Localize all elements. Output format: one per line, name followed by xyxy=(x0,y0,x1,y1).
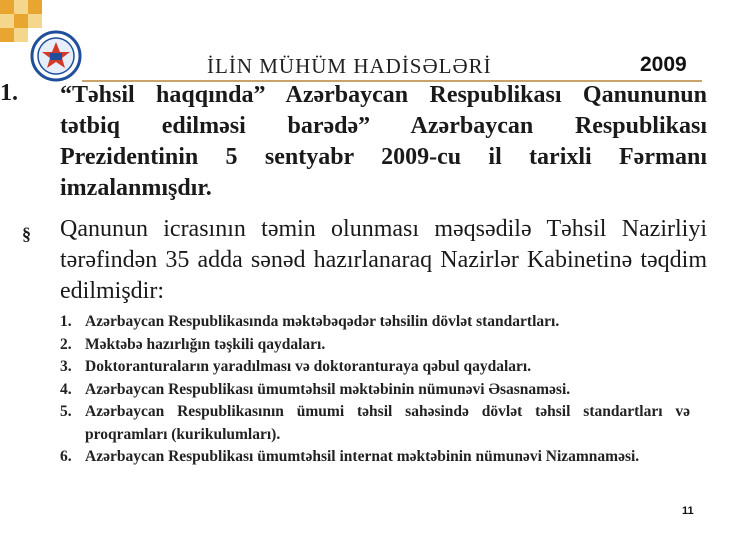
list-item xyxy=(60,401,690,446)
header-title: İLİN MÜHÜM HADİSƏLƏRİ xyxy=(207,54,492,78)
list-item-text: Azərbaycan Respublikasının ümumi təhsil sahəsində dövlət təhsil standartları və proqramları (kurikulumları). xyxy=(85,403,690,443)
list-item-text: Azərbaycan Respublikası ümumtəhsil internat məktəbinin nümunəvi Nizamnaməsi. xyxy=(85,448,640,465)
document-list xyxy=(60,311,690,469)
bullet-paragraph: Qanunun icrasının təmin olunması məqsədilə Təhsil Nazirliyi tərəfindən 35 adda sənəd hazırlanaraq Nazirlər Kabinetinə təqdim edilmişdir: xyxy=(60,216,707,304)
list-item-text: Azərbaycan Respublikasında məktəbəqədər təhsilin dövlət standartları. xyxy=(85,313,560,330)
list-item-number: 4. xyxy=(60,380,72,398)
header-year: 2009 xyxy=(640,53,687,76)
list-item-text: Doktoranturaların yaradılması və doktoranturaya qəbul qaydaları. xyxy=(85,358,532,375)
list-item xyxy=(60,334,690,357)
list-item xyxy=(60,379,690,402)
list-item-text: Məktəbə hazırlığın təşkili qaydaları. xyxy=(85,335,326,353)
item1-number: 1. xyxy=(0,80,18,106)
ministry-logo-icon xyxy=(30,30,82,82)
list-item-text: Azərbaycan Respublikası ümumtəhsil məktəbinin nümunəvi Əsasnaməsi. xyxy=(85,380,571,398)
list-item-number: 3. xyxy=(60,358,72,375)
list-item xyxy=(60,446,690,469)
item1-paragraph: “Təhsil haqqında” Azərbaycan Respublikası Qanununun tətbiq edilməsi barədə” Azərbaycan Respublikası Prezidentinin 5 sentyabr 2009-cu il tarixli Fərmanı imzalanmışdır. xyxy=(60,82,707,201)
list-item-number: 1. xyxy=(60,313,72,330)
list-item-number: 6. xyxy=(60,448,72,465)
bullet-icon: § xyxy=(22,224,31,244)
page-number: 11 xyxy=(682,505,694,517)
list-item xyxy=(60,356,690,379)
list-item-number: 2. xyxy=(60,335,72,353)
list-item-number: 5. xyxy=(60,403,72,420)
list-item xyxy=(60,311,690,334)
